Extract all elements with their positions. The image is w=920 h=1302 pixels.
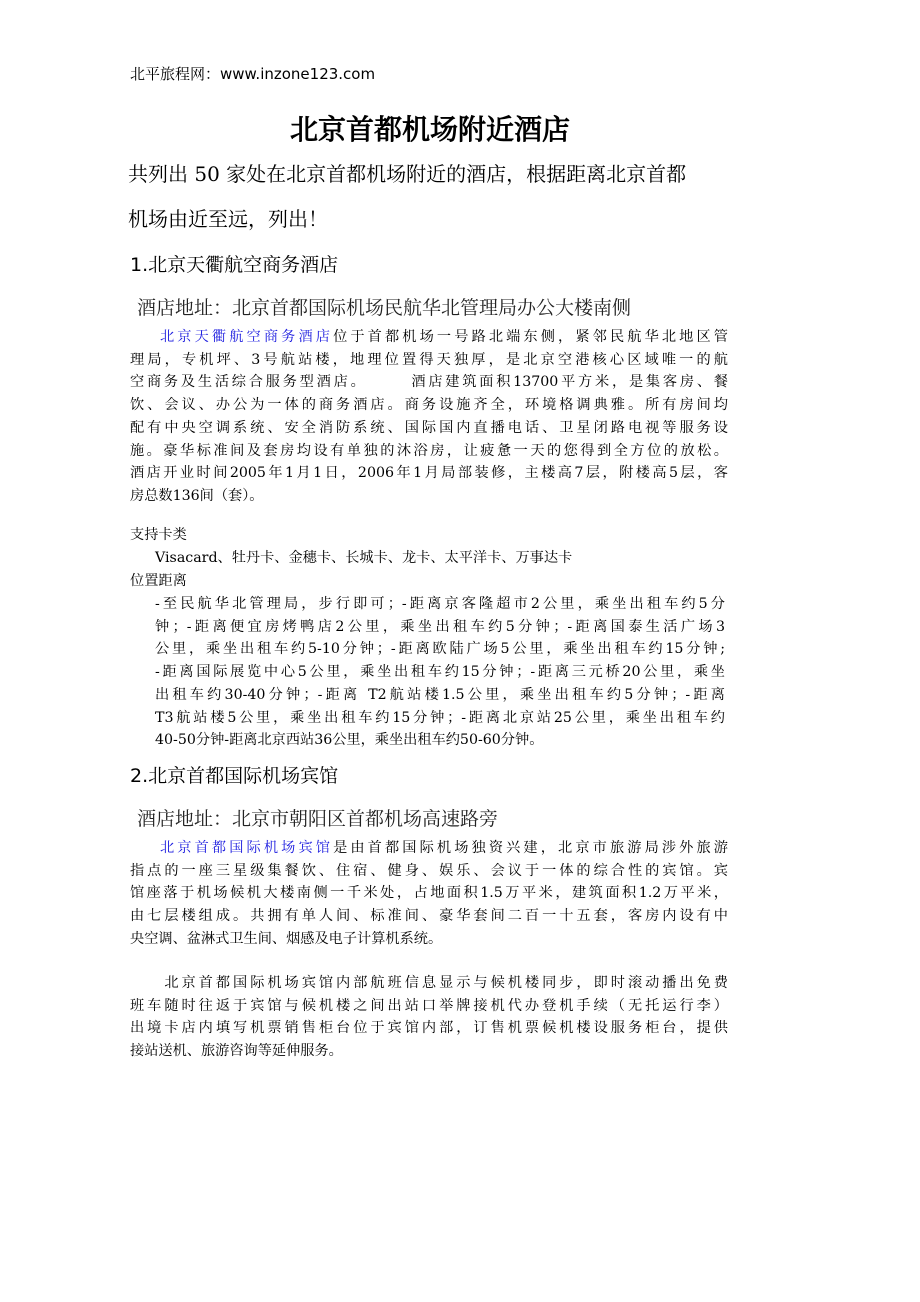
description-line: 空商务及生活综合服务型酒店。 酒店建筑面积13700平方米，是集客房、餐	[130, 374, 728, 391]
description-line: 理局，专机坪、3号航站楼，地理位置得天独厚，是北京空港核心区域唯一的航	[130, 351, 728, 368]
intro	[128, 152, 728, 242]
hotel-description	[130, 326, 728, 508]
description-line: 酒店开业时间2005年1月1日，2006年1月局部装修，主楼高7层，附楼高5层，客	[130, 465, 728, 482]
cards-list: Visacard、牡丹卡、金穗卡、长城卡、龙卡、太平洋卡、万事达卡	[155, 550, 573, 566]
hotel-services	[130, 972, 728, 1063]
description-line: 指点的一座三星级集餐饮、住宿、健身、娱乐、会议于一体的综合性的宾馆。宾	[130, 862, 728, 879]
description-line: 央空调、盆淋式卫生间、烟感及电子计算机系统。	[130, 930, 443, 947]
hotel-heading: 1.北京天衢航空商务酒店	[130, 254, 339, 276]
distance-line: 出租车约30-40分钟；-距离 T2航站楼1.5公里，乘坐出租车约5分钟；-距离	[155, 686, 725, 703]
line-text: 位于首都机场一号路北端东侧，紧邻民航华北地区管	[333, 329, 728, 345]
services-line: 出境卡店内填写机票销售柜台位于宾馆内部，订售机票候机楼设服务柜台，提供	[130, 1020, 728, 1037]
distance-line: 钟；-距离便宜房烤鸭店2公里，乘坐出租车约5分钟；-距离国泰生活广场3	[155, 618, 725, 635]
cards-label: 支持卡类	[130, 527, 187, 543]
description-line: 施。豪华标准间及套房均设有单独的沐浴房，让疲惫一天的您得到全方位的放松。	[130, 442, 728, 459]
distance-label: 位置距离	[130, 573, 187, 589]
distance-line: -距离国际展览中心5公里，乘坐出租车约15分钟；-距离三元桥20公里，乘坐	[155, 664, 725, 681]
distance-list	[155, 593, 725, 752]
distance-line: T3航站楼5公里，乘坐出租车约15分钟；-距离北京站25公里，乘坐出租车约	[155, 709, 725, 726]
services-line: 接站送机、旅游咨询等延伸服务。	[130, 1043, 343, 1060]
hotel-address: 酒店地址：北京市朝阳区首都机场高速路旁	[137, 808, 499, 830]
description-line: 馆座落于机场候机大楼南侧一千米处，占地面积1.5万平米，建筑面积1.2万平米，	[130, 885, 728, 902]
hotel-link[interactable]: 北京天衢航空商务酒店	[160, 329, 334, 345]
description-line: 配有中央空调系统、安全消防系统、国际国内直播电话、卫星闭路电视等服务设	[130, 419, 728, 436]
hotel-description	[130, 837, 728, 951]
intro-line: 共列出 50 家处在北京首都机场附近的酒店，根据距离北京首都	[128, 162, 687, 186]
intro-line: 机场由近至远，列出！	[128, 207, 328, 231]
description-line: 房总数136间（套）。	[130, 487, 264, 504]
description-line: 由七层楼组成。共拥有单人间、标准间、豪华套间二百一十五套，客房内设有中	[130, 908, 728, 925]
description-line: 饮、会议、办公为一体的商务酒店。商务设施齐全，环境格调典雅。所有房间均	[130, 397, 728, 414]
hotel-heading: 2.北京首都国际机场宾馆	[130, 765, 339, 787]
distance-line: -至民航华北管理局，步行即可；-距离京客隆超市2公里，乘坐出租车约5分	[155, 596, 725, 612]
description-line	[130, 837, 728, 860]
line-text: 是由首都国际机场独资兴建，北京市旅游局涉外旅游	[333, 840, 728, 856]
distance-line: 40-50分钟-距离北京西站36公里，乘坐出租车约50-60分钟。	[155, 732, 544, 749]
hotel-address: 酒店地址：北京首都国际机场民航华北管理局办公大楼南侧	[137, 297, 632, 319]
distance-line: 公里，乘坐出租车约5-10分钟；-距离欧陆广场5公里，乘坐出租车约15分钟;	[155, 641, 725, 658]
hotel-link[interactable]: 北京首都国际机场宾馆	[160, 840, 334, 856]
page-title: 北京首都机场附近酒店	[289, 113, 570, 146]
services-line: 北京首都国际机场宾馆内部航班信息显示与候机楼同步，即时滚动播出免费	[130, 975, 728, 991]
services-line: 班车随时往返于宾馆与候机楼之间出站口举牌接机代办登机手续（无托运行李）	[130, 997, 728, 1014]
site-header: 北平旅程网：www.inzone123.com	[130, 65, 376, 83]
description-line	[130, 326, 728, 349]
